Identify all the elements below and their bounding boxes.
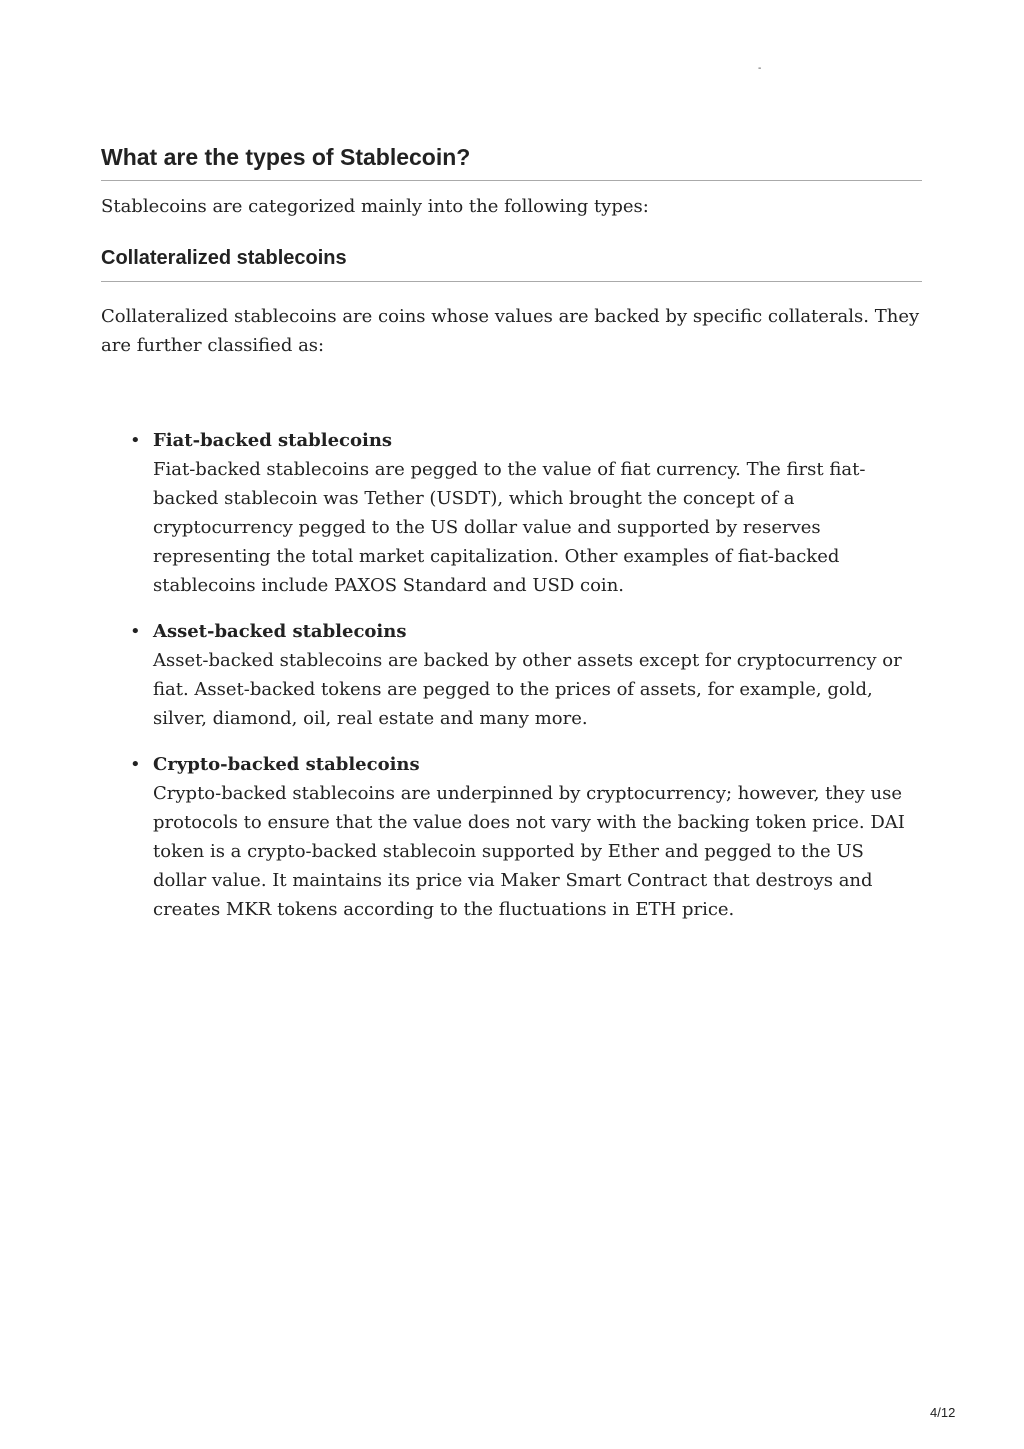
list-item-description: Fiat-backed stablecoins are pegged to the value of fiat currency. The first fiat-backed stablecoin was Tether (USDT), which brought the concept of a cryptocurrency pegged to the US dollar value and supported by reserves representing the total market capitalization. Other examples of fiat-backed stablecoins include PAXOS Standard and USD coin. xyxy=(153,459,866,596)
article-content xyxy=(101,140,922,941)
list-item-title: Crypto-backed stablecoins xyxy=(153,754,420,775)
subsection-paragraph: Collateralized stablecoins are coins whose values are backed by specific collaterals. They are further classified as: xyxy=(101,306,920,356)
page-title: What are the types of Stablecoin? xyxy=(101,140,922,181)
list-item-title: Fiat-backed stablecoins xyxy=(153,430,393,451)
bullet-icon: • xyxy=(130,621,141,642)
stablecoin-type-list xyxy=(101,426,922,924)
bullet-icon: • xyxy=(130,754,141,775)
subsection-title: Collateralized stablecoins xyxy=(101,243,922,282)
list-item-description: Crypto-backed stablecoins are underpinned by cryptocurrency; however, they use protocols to ensure that the value does not vary with the backing token price. DAI token is a crypto-backed stablecoin supported by Ether and pegged to the US dollar value. It maintains its price via Maker Smart Contract that destroys and creates MKR tokens according to the fluctuations in ETH price. xyxy=(153,783,905,920)
page-number: 4/12 xyxy=(930,1405,956,1420)
intro-paragraph: Stablecoins are categorized mainly into the following types: xyxy=(101,196,649,217)
header-mark: - xyxy=(758,63,762,74)
bullet-icon: • xyxy=(130,430,141,451)
list-item-description: Asset-backed stablecoins are backed by other assets except for cryptocurrency or fiat. Asset-backed tokens are pegged to the prices of assets, for example, gold, silver, diamond, oil, real estate and many more. xyxy=(153,650,902,729)
list-item-asset-backed xyxy=(130,617,922,733)
list-item-fiat-backed xyxy=(130,426,922,600)
list-item-title: Asset-backed stablecoins xyxy=(153,621,407,642)
list-item-crypto-backed xyxy=(130,750,922,924)
